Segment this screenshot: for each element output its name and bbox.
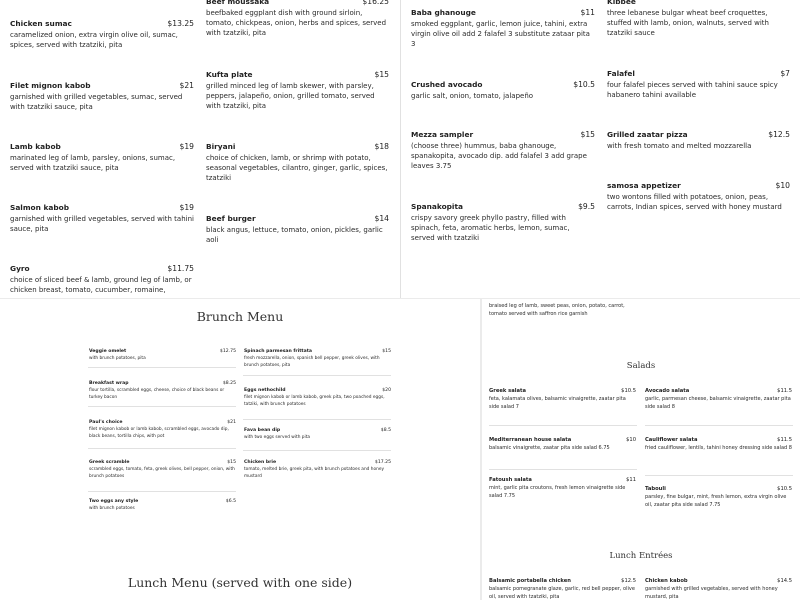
- item-price: $18: [374, 142, 389, 151]
- row-divider: [88, 448, 236, 449]
- menu-item: [10, 19, 194, 50]
- row-divider: [645, 475, 793, 476]
- menu-item: [489, 437, 636, 452]
- item-name: Crushed avocado: [411, 80, 483, 89]
- dinner-menu-panel: [0, 0, 800, 298]
- row-divider: [489, 425, 637, 426]
- item-description: four falafel pieces served with tahini sauce spicy habanero tahini available: [607, 81, 778, 100]
- menu-item: [206, 214, 389, 245]
- item-name: Mezza sampler: [411, 130, 474, 139]
- menu-item: [89, 420, 236, 440]
- item-name: Chicken brie: [244, 460, 277, 465]
- item-name: samosa appetizer: [607, 181, 681, 190]
- item-description: filet mignon kabob or lamb kabob, scrambled eggs, avocado dip, black beans, tortilla chips, with pot: [89, 427, 229, 439]
- item-price: $13.25: [167, 19, 194, 28]
- item-description: with fresh tomato and melted mozzarella: [607, 142, 752, 150]
- menu-item: [89, 381, 236, 401]
- menu-item: [607, 181, 790, 212]
- item-description: tomato, melted brie, greek pita, with brunch potatoes and honey mustard: [244, 467, 385, 479]
- item-price: $10.5: [573, 80, 595, 89]
- item-description: fried cauliflower, lentils, tahini honey dressing side salad 8: [645, 445, 792, 451]
- item-description: choice of sliced beef & lamb, ground leg of lamb, or chicken breast, tomato, cucumber, romaine,: [10, 276, 192, 295]
- menu-item: [645, 578, 792, 600]
- item-name: Beef burger: [206, 214, 256, 223]
- item-description: with brunch potatoes, pita: [89, 356, 146, 361]
- menu-item: [411, 8, 595, 50]
- item-name: Two eggs any style: [89, 499, 139, 504]
- menu-item: [244, 428, 391, 441]
- item-price: $19: [179, 142, 194, 151]
- item-name: Chicken kabob: [645, 578, 688, 584]
- item-name: Falafel: [607, 69, 635, 78]
- item-price: $9.5: [578, 202, 595, 211]
- item-name: Lamb kabob: [10, 142, 61, 151]
- item-description: smoked eggplant, garlic, lemon juice, tahini, extra virgin olive oil add 2 falafel 3 substitute zataar pita 3: [411, 20, 590, 49]
- item-name: Baba ghanouge: [411, 8, 476, 17]
- row-divider: [88, 406, 236, 407]
- item-name: Paul's choice: [89, 420, 123, 425]
- item-description: grilled minced leg of lamb skewer, with parsley, peppers, jalapeño, onion, grilled tomato, served with tzatziki, pita: [206, 82, 375, 111]
- item-description: marinated leg of lamb, parsley, onions, sumac, served with tzatziki sauce, pita: [10, 154, 176, 173]
- menu-item: [89, 460, 236, 480]
- item-description: beefbaked eggplant dish with ground sirloin, tomato, chickpeas, onion, herbs and spices, served with tzatziki, pita: [206, 9, 387, 38]
- row-divider: [88, 491, 236, 492]
- salads-lunch-panel: [482, 299, 800, 600]
- item-price: $12.5: [621, 578, 636, 584]
- menu-item: [607, 69, 790, 100]
- item-description: crispy savory greek phyllo pastry, filled with spinach, feta, aromatic herbs, lemon, sumac, served with tzatziki: [411, 214, 570, 243]
- menu-item: [645, 437, 792, 452]
- item-name: Eggs nethochild: [244, 388, 286, 393]
- item-description: feta, kalamata olives, balsamic vinaigrette, zaatar pita side salad 7: [489, 396, 626, 411]
- menu-item: [489, 388, 636, 412]
- item-description: garlic, parmesan cheese, balsamic vinaigrette, zaatar pita side salad 8: [645, 396, 791, 411]
- item-description: balsamic vinaigrette, zaatar pita side salad 6.75: [489, 445, 610, 451]
- row-divider: [88, 367, 236, 368]
- item-name: Fava bean dip: [244, 428, 281, 433]
- item-price: $12.5: [768, 130, 790, 139]
- item-price: $7: [780, 69, 790, 78]
- menu-item: [489, 578, 636, 600]
- item-description: caramelized onion, extra virgin olive oil, sumac, spices, served with tzatziki, pita: [10, 31, 178, 50]
- item-name: Greek scramble: [89, 460, 130, 465]
- item-price: $6.5: [225, 499, 236, 504]
- item-description: garnished with grilled vegetables, served with honey mustard, pita: [645, 586, 778, 600]
- item-price: $11: [626, 477, 636, 483]
- item-price: $21: [179, 81, 194, 90]
- item-description: flour tortilla, scrambled eggs, cheese, choice of black beans or turkey bacon: [89, 388, 225, 400]
- item-description: balsamic pomegranate glaze, garlic, red bell pepper, olive oil, served with tzatziki, pita: [489, 586, 635, 600]
- item-description: three lebanese bulgar wheat beef croquettes, stuffed with lamb, onion, walnuts, served with tzatziki sauce: [607, 9, 769, 38]
- item-price: $19: [179, 203, 194, 212]
- menu-item: [411, 202, 595, 244]
- menu-item: [89, 349, 236, 362]
- item-price: $14: [374, 214, 389, 223]
- item-name: Biryani: [206, 142, 236, 151]
- item-description: choice of chicken, lamb, or shrimp with potato, seasonal vegetables, cilantro, ginger, garlic, spices, tzatziki: [206, 154, 388, 183]
- brunch-menu-panel: [0, 299, 480, 600]
- item-description: with two eggs served with pita: [244, 435, 311, 440]
- item-name: Mediterranean house salata: [489, 437, 572, 443]
- menu-item: [244, 460, 391, 480]
- item-name: Fatoush salata: [489, 477, 532, 483]
- menu-item: [607, 130, 790, 151]
- lunch-entrees-title: Lunch Entrées: [609, 551, 673, 561]
- item-price: $10.5: [777, 486, 792, 492]
- item-name: Filet mignon kabob: [10, 81, 91, 90]
- item-name: Grilled zaatar pizza: [607, 130, 688, 139]
- item-price: $14.5: [777, 578, 792, 584]
- item-price: $15: [382, 349, 391, 354]
- menu-item: [206, 142, 389, 184]
- row-divider: [243, 419, 391, 420]
- menu-item: [489, 301, 635, 319]
- row-divider: [243, 375, 391, 376]
- item-name: Gyro: [10, 264, 30, 273]
- menu-item: [10, 81, 194, 112]
- menu-item: [244, 388, 391, 408]
- item-price: $12.75: [219, 349, 236, 354]
- item-price: $11.75: [167, 264, 194, 273]
- item-name: Tabouli: [645, 486, 666, 492]
- item-name: Greek salata: [489, 388, 526, 394]
- item-price: $10.5: [621, 388, 636, 394]
- item-name: Spinach parmesan frittata: [244, 349, 313, 354]
- item-description: braised leg of lamb, sweet peas, onion, potato, carrot, tomato served with saffron rice garnish: [489, 303, 625, 318]
- menu-item: [89, 499, 236, 512]
- item-price: $10: [775, 181, 790, 190]
- item-price: $20: [382, 388, 391, 393]
- item-description: two wontons filled with potatoes, onion, peas, carrots, Indian spices, served with honey mustard: [607, 193, 782, 212]
- menu-item: [645, 388, 792, 412]
- item-name: Balsamic portabella chicken: [489, 578, 571, 584]
- item-price: $17.25: [374, 460, 391, 465]
- menu-item: [206, 70, 389, 112]
- menu-item: [10, 264, 194, 295]
- item-description: garnished with grilled vegetables, sumac, served with tzatziki sauce, pita: [10, 93, 183, 112]
- item-name: Cauliflower salata: [645, 437, 698, 443]
- item-description: with brunch potatoes: [89, 506, 135, 511]
- item-description: mint, garlic pita croutons, fresh lemon vinaigrette side salad 7.75: [489, 485, 626, 500]
- item-name: Kufta plate: [206, 70, 253, 79]
- item-price: $8.5: [380, 428, 391, 433]
- item-description: (choose three) hummus, baba ghanouge, spanakopita, avocado dip. add falafel 3 add grape leaves 3.75: [411, 142, 587, 171]
- menu-item: [607, 0, 790, 39]
- column-divider: [400, 0, 401, 298]
- menu-item: [244, 349, 391, 369]
- item-price: $21: [227, 420, 236, 425]
- item-description: scrambled eggs, tomato, feta, greek olives, bell pepper, onion, with brunch potatoes: [89, 467, 235, 479]
- item-name: Salmon kabob: [10, 203, 70, 212]
- item-description: filet mignon kabob or lamb kabob, greek pita, two poached eggs, tatziki, with brunch potatoes: [244, 395, 385, 407]
- item-name: Spanakopita: [411, 202, 463, 211]
- item-name: Beef moussaka: [206, 0, 270, 6]
- item-name: Avocado salata: [645, 388, 690, 394]
- lunch-menu-title: Lunch Menu (served with one side): [127, 575, 353, 590]
- item-name: Veggie omelet: [89, 349, 127, 354]
- row-divider: [489, 469, 637, 470]
- item-description: garnished with grilled vegetables, served with tahini sauce, pita: [10, 215, 194, 234]
- menu-item: [411, 80, 595, 101]
- menu-item: [10, 142, 194, 173]
- item-price: $10: [626, 437, 636, 443]
- item-name: Kibbee: [607, 0, 636, 6]
- item-price: $8.25: [222, 381, 236, 386]
- menu-item: [411, 130, 595, 172]
- item-price: $15: [227, 460, 236, 465]
- item-description: black angus, lettuce, tomato, onion, pickles, garlic aoli: [206, 226, 383, 245]
- item-description: garlic salt, onion, tomato, jalapeño: [411, 92, 534, 100]
- menu-item: [489, 477, 636, 501]
- brunch-menu-title: Brunch Menu: [196, 309, 284, 324]
- item-name: Chicken sumac: [10, 19, 72, 28]
- item-price: $11.5: [777, 437, 792, 443]
- row-divider: [243, 450, 391, 451]
- item-price: $16.25: [362, 0, 389, 6]
- row-divider: [645, 425, 793, 426]
- menu-item: [645, 486, 792, 510]
- item-description: fresh mozzarella, onion, spanish bell pepper, greek olives, with brunch potatoes, pita: [244, 356, 380, 368]
- salads-title: Salads: [626, 361, 656, 371]
- menu-item: [10, 203, 194, 234]
- item-price: $11.5: [777, 388, 792, 394]
- item-price: $11: [580, 8, 595, 17]
- item-price: $15: [374, 70, 389, 79]
- menu-item: [206, 0, 389, 39]
- item-name: Breakfast wrap: [89, 381, 129, 386]
- item-price: $15: [580, 130, 595, 139]
- item-description: parsley, fine bulgar, mint, fresh lemon, extra virgin olive oil, zaatar pita side salad 7.75: [645, 494, 787, 509]
